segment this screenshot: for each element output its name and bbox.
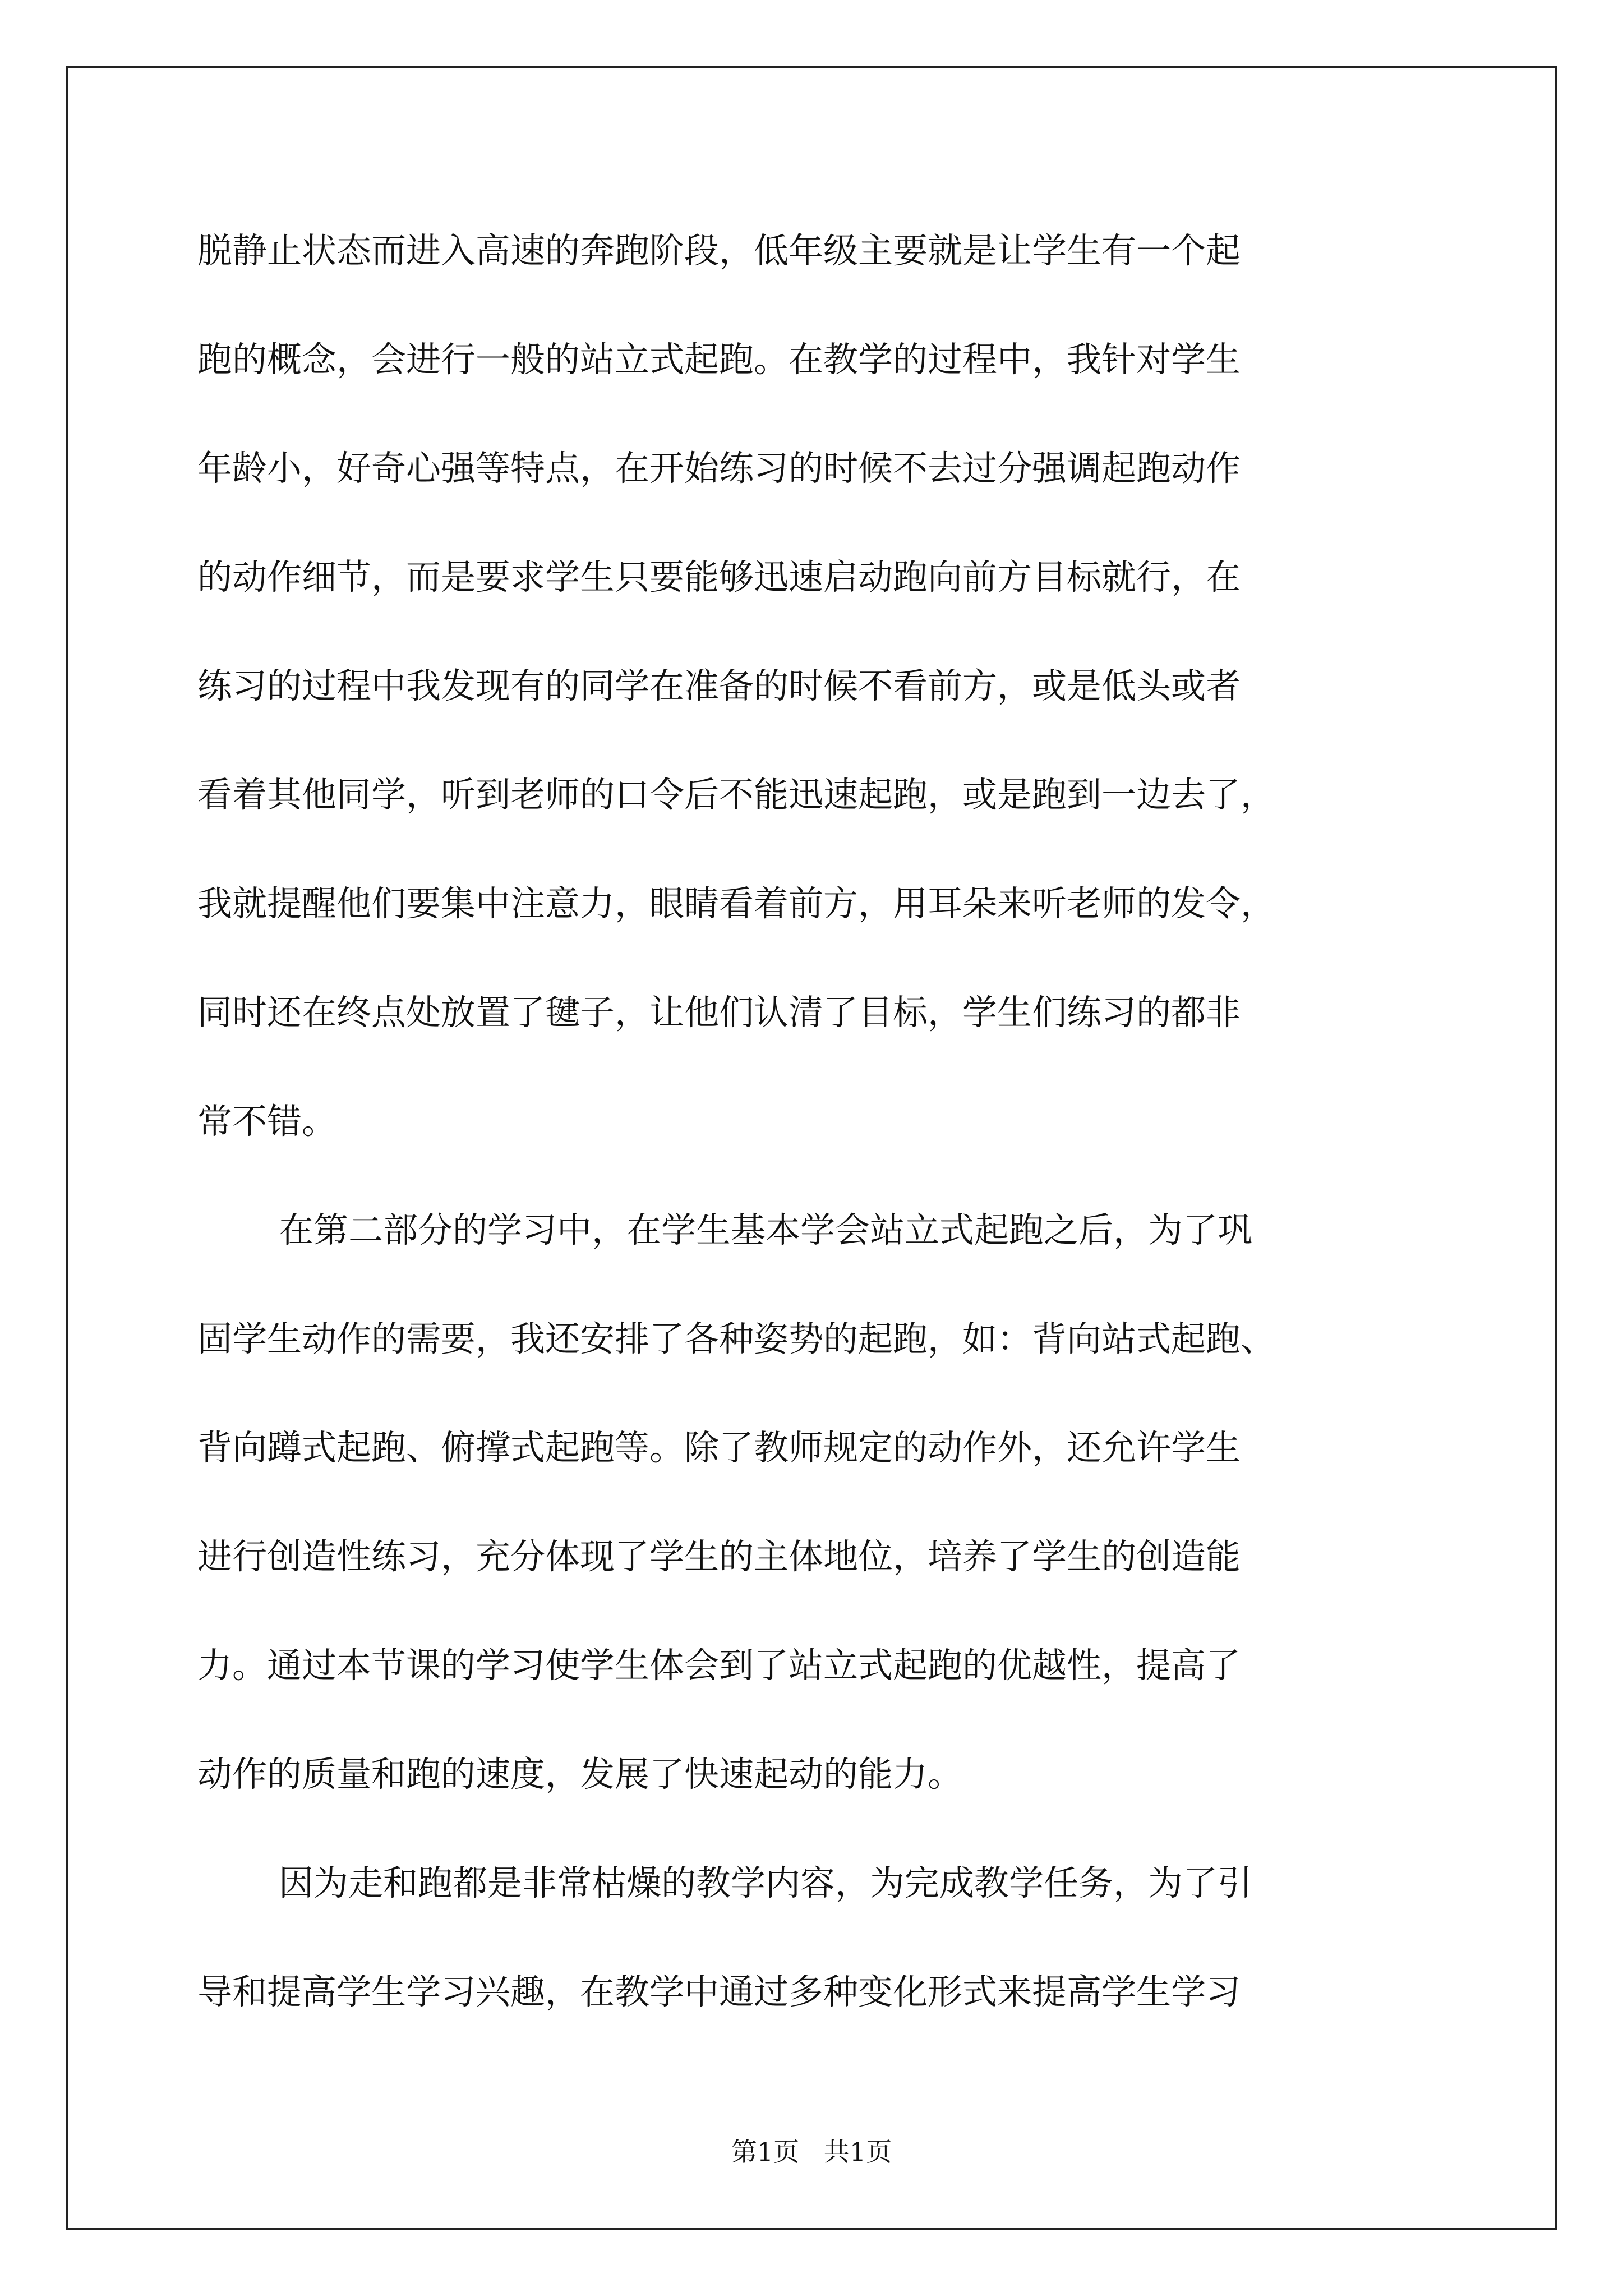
text-line: 脱静止状态而进入高速的奔跑阶段，低年级主要就是让学生有一个起 [197, 230, 1241, 271]
text-line: 动作的质量和跑的速度，发展了快速起动的能力。 [197, 1754, 963, 1795]
text-line: 力。通过本节课的学习使学生体会到了站立式起跑的优越性，提高了 [197, 1645, 1241, 1686]
text-line: 年龄小，好奇心强等特点，在开始练习的时候不去过分强调起跑动作 [197, 448, 1241, 489]
text-line: 同时还在终点处放置了毽子，让他们认清了目标，学生们练习的都非 [197, 992, 1241, 1033]
text-line: 练习的过程中我发现有的同学在准备的时候不看前方，或是低头或者 [197, 665, 1241, 706]
text-line: 进行创造性练习，充分体现了学生的主体地位，培养了学生的创造能 [197, 1536, 1241, 1577]
text-line: 看着其他同学，听到老师的口令后不能迅速起跑，或是跑到一边去了， [197, 774, 1276, 815]
text-line: 因为走和跑都是非常枯燥的教学内容，为完成教学任务，为了引 [279, 1862, 1253, 1903]
text-line: 导和提高学生学习兴趣，在教学中通过多种变化形式来提高学生学习 [197, 1971, 1241, 2012]
text-line: 的动作细节，而是要求学生只要能够迅速启动跑向前方目标就行，在 [197, 556, 1241, 597]
text-line: 固学生动作的需要，我还安排了各种姿势的起跑，如：背向站式起跑、 [197, 1318, 1276, 1359]
text-line: 背向蹲式起跑、俯撑式起跑等。除了教师规定的动作外，还允许学生 [197, 1427, 1241, 1468]
text-line: 在第二部分的学习中，在学生基本学会站立式起跑之后，为了巩 [279, 1209, 1253, 1250]
text-line: 常不错。 [197, 1101, 337, 1142]
text-line: 我就提醒他们要集中注意力，眼睛看着前方，用耳朵来听老师的发令， [197, 883, 1276, 924]
page-number-footer: 第1页 共1页 [731, 2137, 892, 2167]
text-line: 跑的概念，会进行一般的站立式起跑。在教学的过程中，我针对学生 [197, 339, 1241, 380]
